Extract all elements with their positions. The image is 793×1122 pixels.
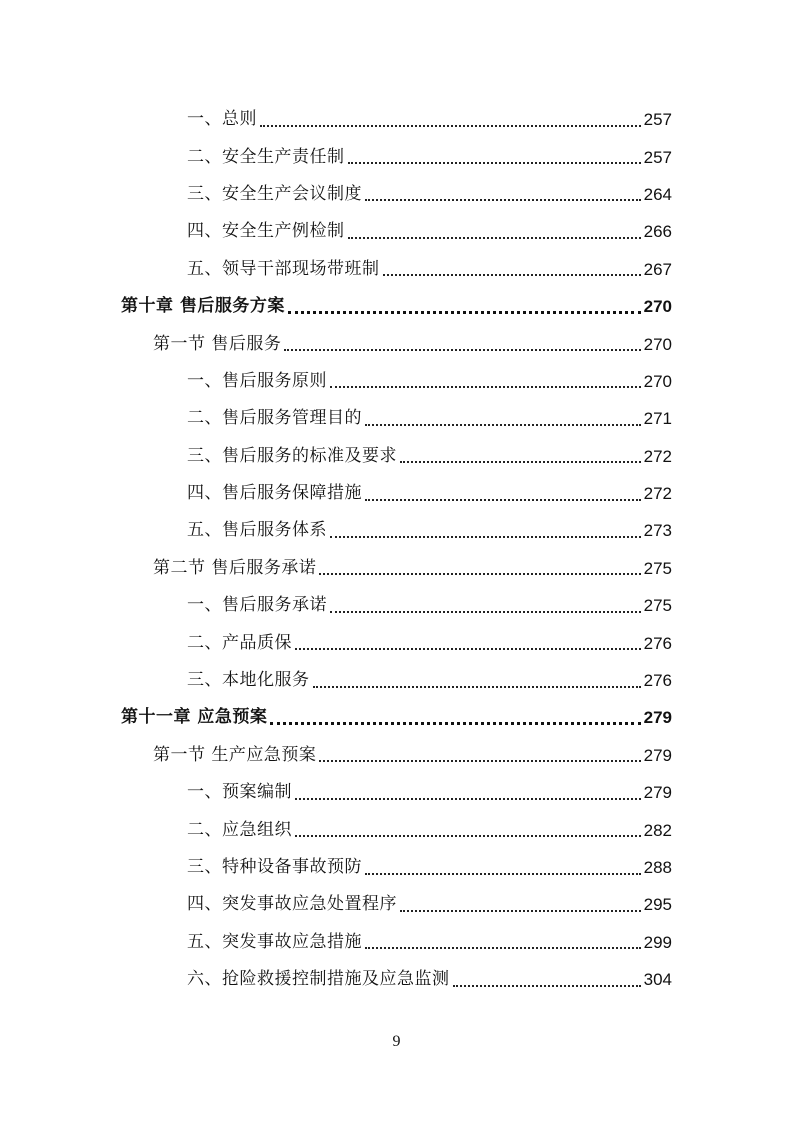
toc-entry-title: 第二节 售后服务承诺 bbox=[153, 557, 317, 578]
toc-entry-title: 第十一章 应急预案 bbox=[121, 707, 268, 728]
toc-item-entry bbox=[0, 475, 793, 512]
toc-dot-leader bbox=[288, 311, 641, 314]
toc-entry-title: 五、突发事故应急措施 bbox=[187, 931, 362, 952]
toc-entry-title: 五、售后服务体系 bbox=[187, 520, 327, 541]
toc-entry-title: 一、总则 bbox=[187, 109, 257, 130]
toc-entry-page: 304 bbox=[643, 970, 672, 990]
toc-item-entry bbox=[0, 363, 793, 400]
toc-section-entry bbox=[0, 737, 793, 774]
toc-dot-leader bbox=[453, 985, 641, 987]
toc-item-entry bbox=[0, 624, 793, 661]
toc-item-entry bbox=[0, 251, 793, 288]
toc-entry-page: 270 bbox=[643, 297, 672, 317]
toc-chapter-entry bbox=[0, 288, 793, 325]
toc-entry-page: 279 bbox=[643, 745, 672, 765]
toc-dot-leader bbox=[284, 349, 640, 351]
toc-dot-leader bbox=[400, 461, 641, 463]
toc-entry-page: 267 bbox=[643, 259, 672, 279]
toc-entry-page: 275 bbox=[643, 558, 672, 578]
toc-entry-page: 288 bbox=[643, 858, 672, 877]
toc-entry-title: 六、抢险救援控制措施及应急监测 bbox=[187, 969, 450, 990]
toc-entry-page: 282 bbox=[643, 820, 672, 840]
toc-entry-page: 276 bbox=[643, 633, 672, 653]
toc-entry-page: 270 bbox=[643, 334, 672, 354]
toc-entry-title: 一、预案编制 bbox=[187, 782, 292, 803]
toc-entry-title: 二、应急组织 bbox=[187, 819, 292, 840]
toc-entry-title: 二、产品质保 bbox=[187, 632, 292, 653]
toc-dot-leader bbox=[400, 910, 641, 912]
toc-dot-leader bbox=[383, 274, 641, 276]
toc-entry-page: 279 bbox=[643, 783, 672, 803]
toc-entry-page: 295 bbox=[643, 895, 672, 915]
toc-dot-leader bbox=[365, 424, 641, 426]
toc-entry-page: 272 bbox=[643, 484, 672, 504]
toc-dot-leader bbox=[365, 873, 641, 875]
toc-section-entry bbox=[0, 325, 793, 362]
toc-entry-page: 271 bbox=[643, 409, 672, 429]
toc-entry-title: 一、售后服务承诺 bbox=[187, 595, 327, 616]
toc-dot-leader bbox=[270, 722, 640, 725]
toc-entry-title: 三、安全生产会议制度 bbox=[187, 183, 362, 204]
toc-entry-page: 272 bbox=[643, 446, 672, 466]
toc-entry-page: 279 bbox=[643, 708, 672, 728]
toc-entry-title: 第一节 售后服务 bbox=[153, 333, 282, 354]
toc-item-entry bbox=[0, 512, 793, 549]
toc-entry-page: 273 bbox=[643, 521, 672, 541]
toc-section-entry bbox=[0, 550, 793, 587]
toc-entry-title: 四、突发事故应急处置程序 bbox=[187, 894, 397, 915]
toc-entry-title: 第十章 售后服务方案 bbox=[121, 296, 285, 317]
toc-entry-title: 四、售后服务保障措施 bbox=[187, 483, 362, 504]
toc-item-entry bbox=[0, 438, 793, 475]
toc-dot-leader bbox=[313, 686, 641, 688]
toc-chapter-entry bbox=[0, 699, 793, 736]
toc-entry-page: 270 bbox=[643, 371, 672, 391]
toc-item-entry bbox=[0, 138, 793, 175]
toc-dot-leader bbox=[295, 648, 641, 650]
toc-item-entry bbox=[0, 587, 793, 624]
toc-dot-leader bbox=[260, 125, 641, 127]
toc-entry-title: 三、售后服务的标准及要求 bbox=[187, 445, 397, 466]
toc-entry-page: 257 bbox=[643, 110, 672, 130]
toc-item-entry bbox=[0, 811, 793, 848]
toc-entry-title: 第一节 生产应急预案 bbox=[153, 744, 317, 765]
toc-entry-page: 257 bbox=[643, 147, 672, 167]
toc-dot-leader bbox=[365, 947, 641, 949]
toc-item-entry bbox=[0, 213, 793, 250]
toc-entry-title: 一、售后服务原则 bbox=[187, 370, 327, 391]
toc-entry-title: 四、安全生产例检制 bbox=[187, 221, 345, 242]
toc-dot-leader bbox=[319, 760, 640, 762]
toc-item-entry bbox=[0, 176, 793, 213]
toc-dot-leader bbox=[348, 162, 641, 164]
toc-entry-title: 三、本地化服务 bbox=[187, 670, 310, 691]
toc-item-entry bbox=[0, 101, 793, 138]
toc-dot-leader bbox=[330, 611, 641, 613]
toc-entry-title: 五、领导干部现场带班制 bbox=[187, 258, 380, 279]
toc-dot-leader bbox=[365, 199, 641, 201]
toc-dot-leader bbox=[365, 499, 641, 501]
toc-item-entry bbox=[0, 886, 793, 923]
toc-entry-title: 二、安全生产责任制 bbox=[187, 146, 345, 167]
toc-item-entry bbox=[0, 400, 793, 437]
toc-item-entry bbox=[0, 924, 793, 961]
toc-entry-page: 266 bbox=[643, 222, 672, 242]
toc-dot-leader bbox=[330, 386, 641, 388]
toc-dot-leader bbox=[295, 835, 641, 837]
toc-item-entry bbox=[0, 662, 793, 699]
table-of-contents bbox=[0, 101, 793, 998]
toc-item-entry bbox=[0, 849, 793, 886]
toc-dot-leader bbox=[319, 573, 640, 575]
toc-dot-leader bbox=[330, 536, 641, 538]
page-number: 9 bbox=[392, 1033, 401, 1050]
toc-entry-title: 二、售后服务管理目的 bbox=[187, 408, 362, 429]
toc-dot-leader bbox=[295, 798, 641, 800]
toc-dot-leader bbox=[348, 237, 641, 239]
toc-item-entry bbox=[0, 774, 793, 811]
toc-entry-page: 264 bbox=[643, 184, 672, 204]
toc-item-entry bbox=[0, 961, 793, 998]
toc-entry-page: 276 bbox=[643, 671, 672, 691]
toc-entry-page: 275 bbox=[643, 596, 672, 616]
toc-entry-title: 三、特种设备事故预防 bbox=[187, 857, 362, 877]
toc-entry-page: 299 bbox=[643, 932, 672, 952]
